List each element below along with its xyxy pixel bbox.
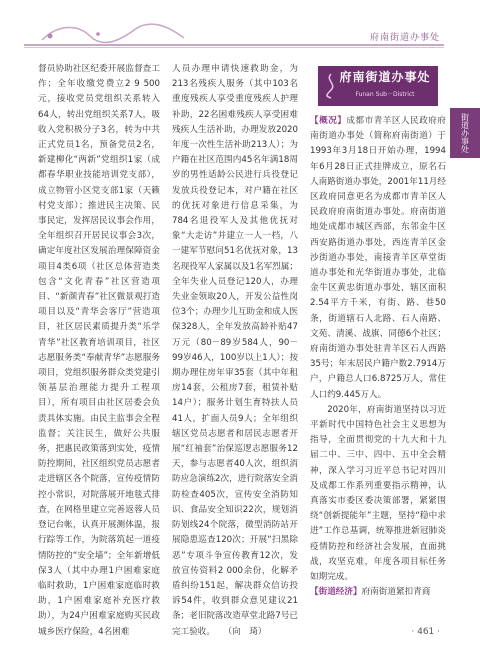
- text-column-1: [38, 62, 160, 640]
- overview-tag: 【概况】: [310, 116, 347, 126]
- paragraph: 人员办理申请快速救助金，为213名残疾人服务（其中103名重度残疾人享受重度残疾人护理补助，22名困难残疾人享受困难残疾人生活补助，办理发放2020年度一次性生活补助213人）；为户籍在社区范围内45名年满18周岁的男性适龄公民进行兵役登记发放兵役登记本，对户籍在社区的优抚对象进行信息采集，为784名退役军人及其他优抚对象“大走访”并建立一人一档，八一建军节慰问51名优抚对象，13名现役军人家属以及1名军烈属；全年失业人员登记120人，办理失业金领取20人，开发公益性岗位3个；办理少儿互助金和成人医保328人，全年发放高龄补贴47万元（80－89岁584人，90－99岁46人，100岁以上1人）；按期办理住房年审35套（其中年租房14套，公租房7套，租赁补贴14户）；服务计划生育特扶人员41人，扩面人员9人；全年组织辖区党员志愿者和居民志愿者开展“红袖套”治保巡逻志愿服务12天，参与志愿者40人次，组织消防应急演练2次，进行院落安全消防检查405次，宣传安全消防知识、食品安全知识22次，规划消防划线24个院落，微型消防站开展隐患巡查120次；开展“扫黑除恶”专项斗争宣传教育12次，发放宣传资料2 000余份，化解矛盾纠纷151起，解决群众信访投诉54件，收到群众意见建议21条；老旧院落改造草堂北路7号已完工验收。 （向 琦）: [172, 64, 298, 637]
- side-tab: 街道办事处: [450, 108, 480, 158]
- section-title: 府南街道办事处: [339, 69, 431, 84]
- section-title-english: Funan Sub－District: [355, 91, 415, 98]
- paragraph: 督员协助社区纪委开展监督查工作；全年收缴党费立2 9 500元，接收党员党组织关系转入64人，转出党组织关系7人，吸收入党积极分子3名，转为中共正式党员1名，预备党员2名，新建柳化“两新”党组织1家（成都春华职业技能培训党支部），成立物管小区党支部1家（天籁村党支部）；推进民主决策、民事民定，发挥居民议事会作用，全年组织召开居民议事会3次，确定年度社区发展治理保障资金项目4类6项（社区总体营造类包含“文化青春”社区营造项目、“新颜青春”社区微景观打造项目以及“青华会客厅”营造项目，社区居民素质提升类“乐学青华”社区教育培训项目，社区志愿服务类“奉献青华”志愿服务项目，党组织服务群众类党建引领基层治理能力提升工程项目），所有项目由社区居委会负责具体实施。由民主监事会全程监督；关注民生，做好公共服务，把惠民政策落到实处，疫情防控期间，社区组织党员志愿者走进辖区各个院落，宣传疫情防控小常识，对院落展开地毯式排查，在网格里建立完善返蓉人员登记台帐，认真开展测体温，报行踪等工作，为院落筑起一道疫情防控的“安全墙”；全年新增低保3人（其中办理1户困难家庭临时救助，1户困难家庭临时救助，1户困难家庭补充医疗救助），为24户困难家庭购买民政城乡医疗保险，4名困难: [38, 64, 160, 637]
- section-title-box: [318, 66, 438, 106]
- running-head: 府南街道办事处: [369, 33, 440, 43]
- overview-text: 成都市青羊区人民政府府南街道办事处（简称府南街道）于1993年3月18日开始办理，1994年6月28日正式挂牌成立，原名石人南路街道办事处，2001年11月经区政府同意更名为成都市青羊区人民政府府南街道办事处。府南街道地处成都市城区西部，东邻金牛区西安路街道办事处，西连青羊区金沙街道办事处，南接青羊区草堂街道办事处和光华街道办事处，北临金牛区黄忠街道办事处，辖区面积2.54平方千米，有街、路、巷50条，街道辖石人北路、石人南路、文苑、清溪、战旗、同德6个社区；府南街道办事处驻青羊区石人西路35号；年末居民户籍户数2.7914万户，户籍总人口6.8725万人，常住人口约9.445万人。: [310, 116, 446, 400]
- text-column-2: [172, 62, 298, 640]
- header-rule-thin: [24, 47, 444, 48]
- header-rule: [24, 44, 444, 46]
- page-number: · 461 ·: [411, 627, 440, 637]
- text-column-3: [310, 66, 446, 601]
- economy-text: 府南街道紧扣青商: [361, 587, 431, 598]
- decorative-swirl-icon: [38, 22, 188, 44]
- economy-tag: 【街道经济】: [310, 587, 362, 598]
- overview-paragraph: [310, 114, 446, 403]
- ornament-icon: [324, 72, 338, 100]
- paragraph: 2020年，府南街道坚持以习近平新时代中国特色社会主义思想为指导，全面贯彻党的十九大和十九届二中、三中、四中、五中全会精神，深入学习习近平总书记对四川及成都工作系列重要指示精神，认真落实市委区委决策部署，紧紧围绕“创新提能年”主题，坚持“稳中求进”工作总基调，统筹推进新冠肺炎疫情防控和经济社会发展，直面挑战，攻坚克难，年度各项目标任务如期完成。: [310, 404, 446, 583]
- economy-paragraph: [310, 585, 446, 600]
